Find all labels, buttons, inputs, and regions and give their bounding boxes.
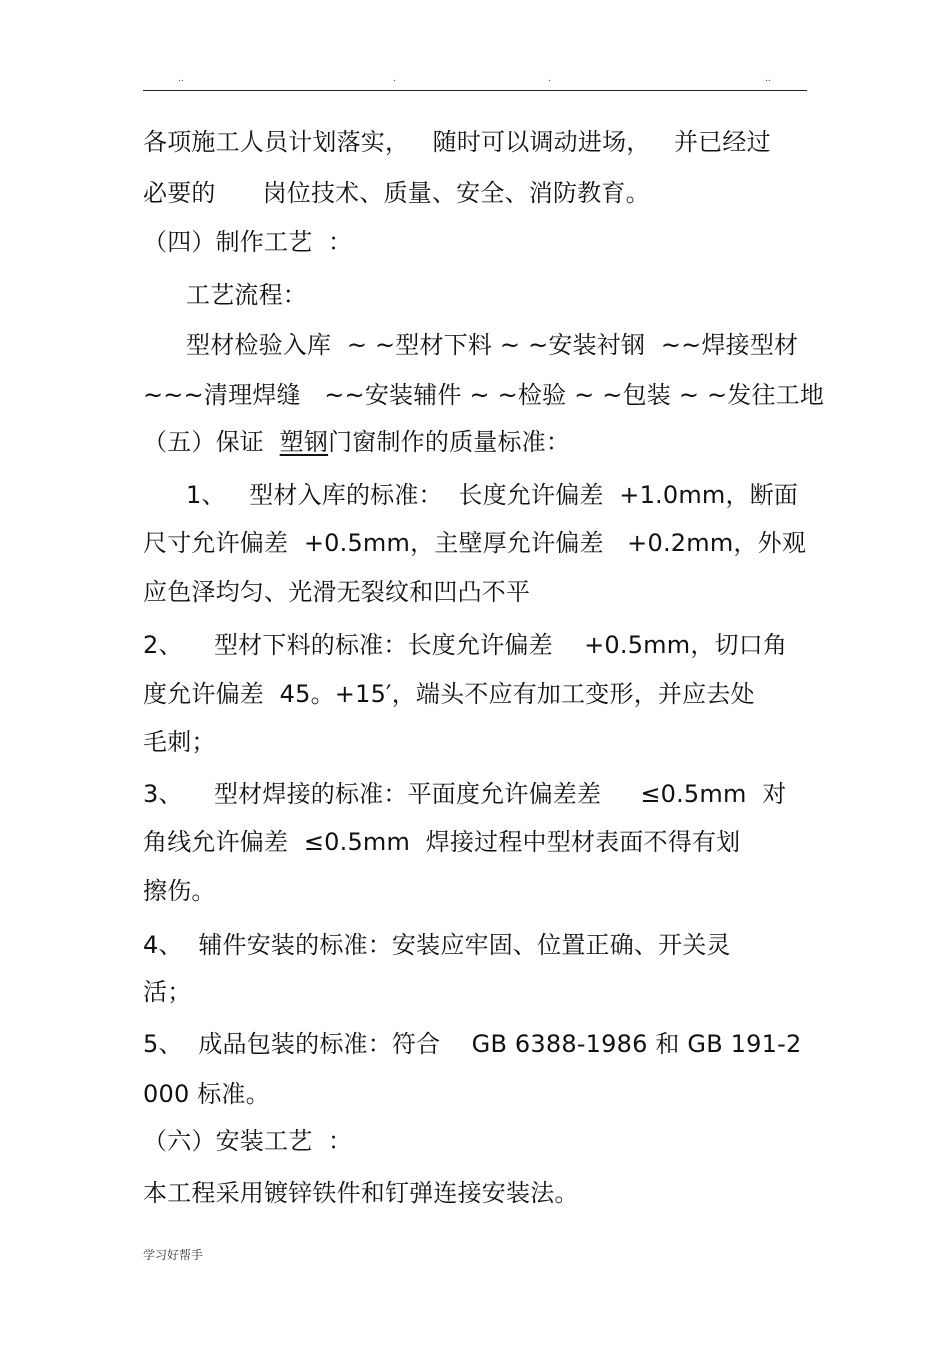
body-line: 角线允许偏差 ≤0.5mm 焊接过程中型材表面不得有划 (143, 828, 741, 856)
header-rule (143, 90, 807, 91)
body-line: 本工程采用镀锌铁件和钉弹连接安装法。 (143, 1179, 579, 1207)
body-line: 5、 成品包装的标准：符合 GB 6388-1986 和 GB 191-2 (143, 1030, 802, 1058)
body-line: 尺寸允许偏差 +0.5mm，主壁厚允许偏差 +0.2mm，外观 (143, 529, 807, 557)
body-line: 2、 型材下料的标准：长度允许偏差 +0.5mm，切口角 (143, 631, 788, 659)
footer-text: 学习好帮手 (143, 1248, 204, 1262)
body-line: 度允许偏差 45。+15′，端头不应有加工变形，并应去处 (143, 680, 755, 708)
body-line: 4、 辅件安装的标准：安装应牢固、位置正确、开关灵 (143, 931, 731, 959)
section-heading-5 (143, 427, 570, 457)
section-heading-4: （四）制作工艺 ： (143, 228, 353, 256)
body-line: 必要的 岗位技术、质量、安全、消防教育。 (143, 179, 650, 207)
header-mark-1: .. (178, 74, 184, 84)
body-line: 1、 型材入库的标准： 长度允许偏差 +1.0mm，断面 (186, 481, 799, 509)
body-line: 3、 型材焊接的标准：平面度允许偏差差 ≤0.5mm 对 (143, 780, 787, 808)
header-mark-3: . (548, 74, 551, 84)
underlined-term: 塑钢 (279, 428, 329, 456)
body-line: 各项施工人员计划落实， 随时可以调动进场， 并已经过 (143, 128, 771, 156)
header-mark-2: . (393, 74, 396, 84)
body-line: 工艺流程： (186, 281, 307, 309)
heading-prefix: （五）保证 (143, 428, 280, 456)
heading-suffix: 门窗制作的质量标准： (328, 428, 571, 456)
section-heading-6: （六）安装工艺 ： (143, 1127, 353, 1155)
process-flow-line: ~~~清理焊缝 ~~安装辅件 ~ ~检验 ~ ~包装 ~ ~发往工地 (143, 381, 825, 409)
body-line: 擦伤。 (143, 877, 216, 905)
process-flow-line: 型材检验入库 ~ ~型材下料 ~ ~安装衬钢 ~~焊接型材 (186, 331, 799, 359)
body-line: 应色泽均匀、光滑无裂纹和凹凸不平 (143, 578, 531, 606)
body-line: 000 标准。 (143, 1080, 270, 1108)
body-line: 活； (143, 978, 192, 1006)
body-line: 毛刺； (143, 728, 216, 756)
header-mark-4: .. (765, 74, 771, 84)
